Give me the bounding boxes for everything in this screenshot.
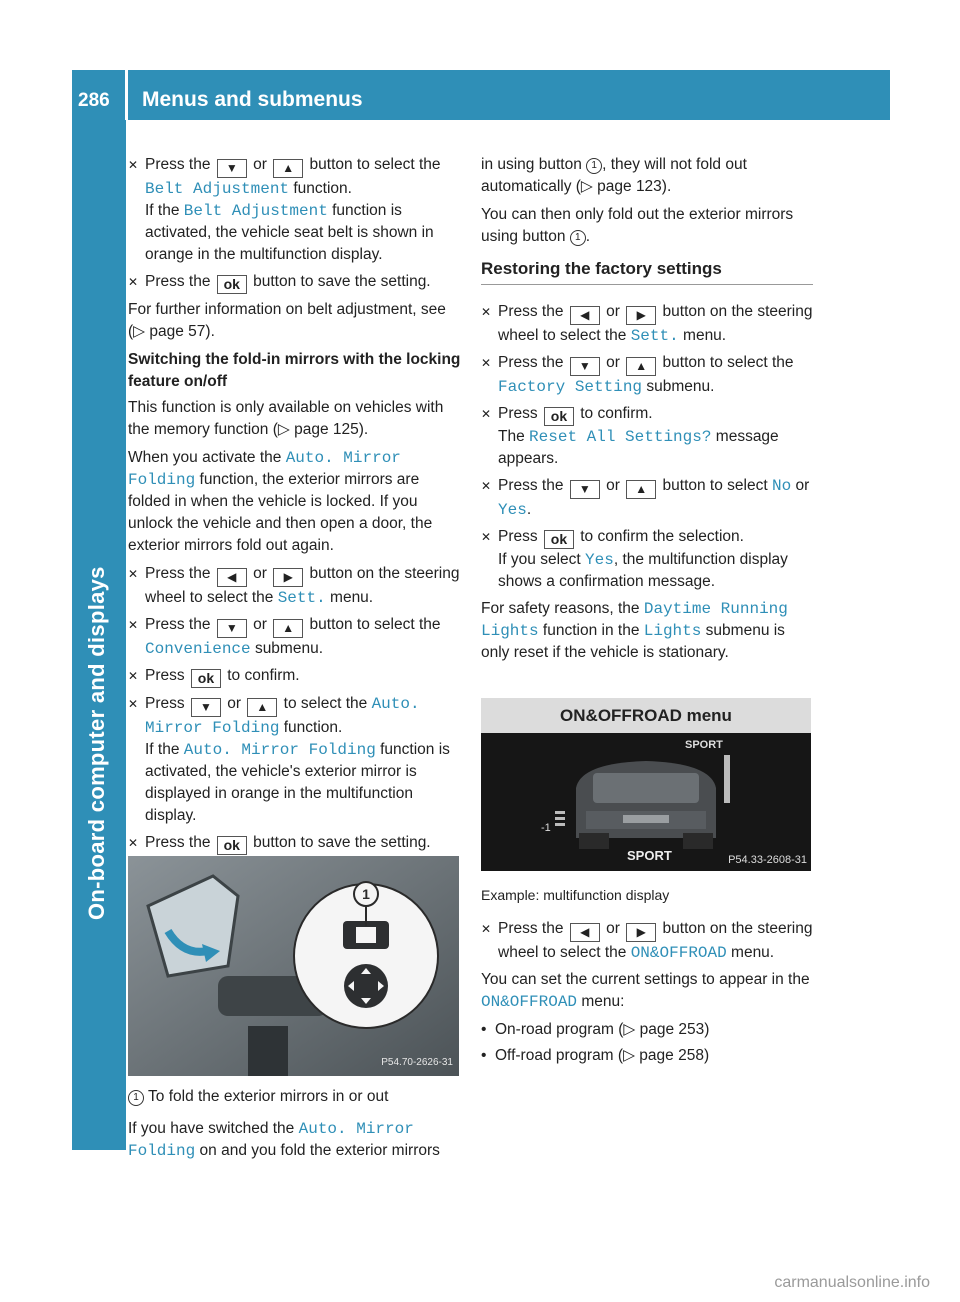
arrow-icon: ✕	[481, 356, 492, 370]
down-button-icon: ▼	[570, 480, 600, 499]
arrow-icon: ✕	[481, 305, 492, 319]
step-confirm-selection: ✕ Press ok to confirm the selection. If you select Yes, the multifunction display shows a confirmation message.	[481, 528, 788, 590]
mirror-control-illustration	[128, 856, 459, 1076]
belt-info-text: For further information on belt adjustment, see (▷ page 57).	[128, 301, 446, 340]
list-item: • Off-road program (▷ page 258)	[481, 1045, 813, 1067]
left-button-icon: ◀	[570, 306, 600, 325]
door-panel-image	[128, 856, 459, 1076]
section-heading-onoffroad: ON&OFFROAD menu	[481, 698, 811, 733]
left-button-icon: ◀	[570, 923, 600, 942]
display-mode-bottom: SPORT	[627, 848, 672, 863]
left-column	[128, 154, 461, 860]
step-select-sett-menu: ✕ Press the ◀ or ▶ button on the steering wheel to select the Sett. menu.	[128, 565, 460, 607]
up-button-icon: ▲	[273, 619, 303, 638]
step-select-belt-adjustment: ✕ Press the ▼ or ▲ button to select the Belt Adjustment function. If the Belt Adjustment function is activated, the vehicle seat belt is shown in orange in the multifunction display.	[128, 156, 441, 263]
list-item: • On-road program (▷ page 253)	[481, 1019, 813, 1041]
page-title: Menus and submenus	[142, 88, 363, 111]
mirror-folding-text: When you activate the Auto. Mirror Folding function, the exterior mirrors are folded in when the vehicle is locked. If you unlock the vehicle and then open a door, the exterior mirrors fold out again.	[128, 449, 433, 554]
step-save-setting: ✕ Press the ok button to save the setting.	[128, 273, 431, 292]
left-button-icon: ◀	[217, 568, 247, 587]
arrow-icon: ✕	[481, 530, 492, 544]
right-column-bottom	[481, 878, 813, 1071]
bullet-icon: •	[481, 1047, 487, 1064]
svg-text:1: 1	[362, 886, 370, 902]
arrow-icon: ✕	[128, 836, 139, 850]
down-button-icon: ▼	[217, 159, 247, 178]
watermark: carmanualsonline.info	[774, 1274, 930, 1291]
memory-function-text: This function is only available on vehicles with the memory function (▷ page 125).	[128, 399, 444, 438]
display-image-code: P54.33-2608-31	[728, 854, 807, 866]
fold-continued-text: in using button 1 , they will not fold out automatically (▷ page 123).	[481, 156, 747, 195]
number-1-icon: 1	[570, 230, 586, 246]
arrow-icon: ✕	[128, 618, 139, 632]
arrow-icon: ✕	[481, 922, 492, 936]
step-confirm: ✕ Press ok to confirm.	[128, 667, 300, 686]
number-1-icon: 1	[586, 158, 602, 174]
arrow-icon: ✕	[128, 158, 139, 172]
ok-button-icon: ok	[217, 836, 247, 855]
up-button-icon: ▲	[273, 159, 303, 178]
arrow-icon: ✕	[128, 275, 139, 289]
section-heading-mirrors: Switching the fold-in mirrors with the locking feature on/off	[128, 351, 461, 390]
header-separator	[125, 70, 128, 120]
up-button-icon: ▲	[247, 698, 277, 717]
section-heading-factory-settings: Restoring the factory settings	[481, 258, 813, 285]
step-select-auto-mirror-folding: ✕ Press ▼ or ▲ to select the Auto. Mirror Folding function. If the Auto. Mirror Folding function is activated, the vehicle's exterior mirror is displayed in orange in the multifunction display.	[128, 695, 450, 824]
right-button-icon: ▶	[273, 568, 303, 587]
bullet-icon: •	[481, 1021, 487, 1038]
ok-button-icon: ok	[191, 669, 221, 688]
down-button-icon: ▼	[191, 698, 221, 717]
arrow-icon: ✕	[128, 567, 139, 581]
up-button-icon: ▲	[626, 357, 656, 376]
legend-item-1: 1 To fold the exterior mirrors in or out	[128, 1086, 461, 1108]
step-select-convenience: ✕ Press the ▼ or ▲ button to select the Convenience submenu.	[128, 616, 441, 658]
safety-text: For safety reasons, the Daytime Running Lights function in the Lights submenu is only reset if the vehicle is stationary.	[481, 600, 788, 661]
left-column-bottom	[128, 1086, 461, 1168]
step-select-onoffroad: ✕ Press the ◀ or ▶ button on the steering wheel to select the ON&OFFROAD menu.	[481, 920, 813, 962]
image-caption: Example: multifunction display	[481, 887, 670, 903]
down-button-icon: ▼	[217, 619, 247, 638]
down-button-icon: ▼	[570, 357, 600, 376]
ok-button-icon: ok	[217, 275, 247, 294]
onoffroad-intro-text: You can set the current settings to appear in the ON&OFFROAD menu:	[481, 971, 810, 1011]
step-save-setting-2: ✕ Press the ok button to save the setting.	[128, 834, 431, 853]
right-button-icon: ▶	[626, 923, 656, 942]
arrow-icon: ✕	[481, 407, 492, 421]
ok-button-icon: ok	[544, 530, 574, 549]
arrow-icon: ✕	[128, 669, 139, 683]
number-1-icon: 1	[128, 1090, 144, 1106]
up-button-icon: ▲	[626, 480, 656, 499]
fold-info-text: If you have switched the Auto. Mirror Folding on and you fold the exterior mirrors	[128, 1120, 440, 1160]
step-confirm-reset: ✕ Press ok to confirm. The Reset All Settings? message appears.	[481, 405, 779, 467]
display-mode-top: SPORT	[685, 739, 723, 751]
right-column	[481, 154, 813, 670]
fold-out-text: You can then only fold out the exterior mirrors using button 1 .	[481, 206, 794, 245]
arrow-icon: ✕	[481, 479, 492, 493]
step-select-no-yes: ✕ Press the ▼ or ▲ button to select No or Yes.	[481, 477, 810, 519]
step-select-sett-menu: ✕ Press the ◀ or ▶ button on the steering wheel to select the Sett. menu.	[481, 303, 813, 345]
right-button-icon: ▶	[626, 306, 656, 325]
multifunction-display-image	[481, 733, 811, 871]
arrow-icon: ✕	[128, 697, 139, 711]
page-number: 286	[78, 90, 110, 111]
display-level: -1	[541, 822, 551, 834]
step-select-factory-setting: ✕ Press the ▼ or ▲ button to select the Factory Setting submenu.	[481, 354, 794, 396]
ok-button-icon: ok	[544, 407, 574, 426]
side-tab-label: On-board computer and displays	[84, 566, 109, 920]
image-code: P54.70-2626-31	[381, 1057, 453, 1068]
